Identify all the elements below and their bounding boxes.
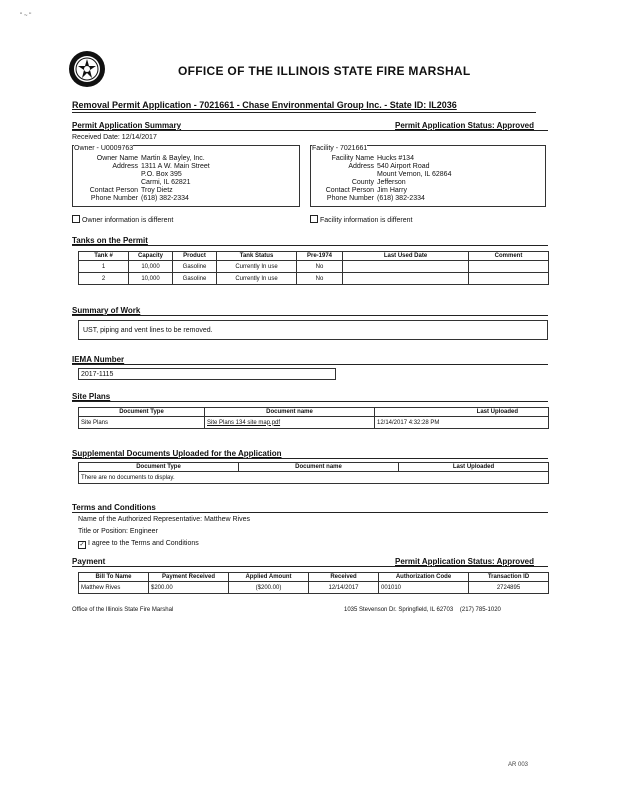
facility-address-line1: 540 Airport Road: [377, 163, 430, 170]
iema-heading: IEMA Number: [72, 355, 125, 364]
terms-heading: Terms and Conditions: [72, 503, 156, 512]
terms-agree-label: I agree to the Terms and Conditions: [88, 540, 199, 547]
tank-pre1974: No: [297, 273, 343, 285]
facility-different-label: Facility information is different: [320, 217, 413, 224]
terms-title-label: Title or Position:: [78, 528, 128, 535]
tank-product: Gasoline: [173, 273, 217, 285]
owner-phone-label: Phone Number: [90, 195, 138, 202]
pay-col-bill-to: Bill To Name: [79, 573, 149, 582]
supplemental-heading: Supplemental Documents Uploaded for the Application: [72, 449, 282, 458]
owner-address-line3: Carmi, IL 62821: [141, 179, 191, 186]
payment-status: Permit Application Status: Approved: [395, 557, 534, 566]
terms-title-value: Engineer: [129, 528, 158, 535]
facility-name: Hucks #134: [377, 155, 414, 162]
tank-product: Gasoline: [173, 261, 217, 273]
tank-number: 2: [79, 273, 129, 285]
pay-transaction-id: 2724895: [469, 582, 549, 594]
site-plans-table: [78, 407, 549, 429]
owner-different-label: Owner information is different: [82, 217, 174, 224]
site-plans-heading: Site Plans: [72, 392, 111, 401]
owner-phone: (618) 382-2334: [141, 195, 189, 202]
footer-right: 1035 Stevenson Dr. Springfield, IL 62703 (217) 785-1020: [344, 607, 501, 613]
tank-number: 1: [79, 261, 129, 273]
facility-phone: (618) 382-2334: [377, 195, 425, 202]
terms-rep-name: Matthew Rives: [204, 516, 250, 523]
site-col-name: Document name: [205, 408, 375, 417]
supp-col-name: Document name: [239, 463, 399, 472]
supplemental-table: [78, 462, 549, 484]
supp-col-uploaded: Last Uploaded: [399, 463, 549, 472]
footer-left: Office of the Illinois State Fire Marshal: [72, 607, 174, 613]
supp-empty-message: There are no documents to display.: [79, 472, 549, 484]
owner-different-checkbox[interactable]: [72, 215, 173, 225]
table-row: [79, 417, 549, 429]
tanks-col-comment: Comment: [469, 252, 549, 261]
table-row: [79, 273, 549, 285]
scan-marks: '' ~ '': [20, 13, 32, 19]
pay-col-received-amt: Payment Received: [149, 573, 229, 582]
facility-county-label: County: [351, 179, 374, 186]
pay-col-transaction: Transaction ID: [469, 573, 549, 582]
owner-contact: Troy Dietz: [141, 187, 173, 194]
terms-title-row: [78, 528, 158, 536]
tanks-col-status: Tank Status: [217, 252, 297, 261]
owner-contact-label: Contact Person: [89, 187, 138, 194]
tank-status: Currently In use: [217, 261, 297, 273]
received-date: Received Date: 12/14/2017: [72, 134, 157, 141]
facility-info: [322, 155, 451, 203]
iema-value: 2017-1115: [81, 371, 114, 378]
checkbox-icon[interactable]: [310, 215, 318, 223]
owner-name: Martin & Bayley, Inc.: [141, 155, 205, 162]
site-col-type: Document Type: [79, 408, 205, 417]
owner-info: [76, 155, 210, 203]
terms-agree-checkbox[interactable]: [78, 540, 199, 549]
tanks-col-last-used: Last Used Date: [343, 252, 469, 261]
tank-last-used: [343, 273, 469, 285]
pay-col-applied: Applied Amount: [229, 573, 309, 582]
tank-capacity: 10,000: [129, 261, 173, 273]
checkbox-icon[interactable]: [72, 215, 80, 223]
site-doc-uploaded: 12/14/2017 4:32:28 PM: [375, 417, 549, 429]
terms-rep-row: [78, 516, 250, 524]
facility-address-line2: Mount Vernon, IL 62864: [377, 171, 452, 178]
work-textbox[interactable]: [78, 320, 548, 340]
pay-col-auth: Authorization Code: [379, 573, 469, 582]
payment-table: [78, 572, 549, 594]
owner-address-line2: P.O. Box 395: [141, 171, 182, 178]
tank-comment: [469, 273, 549, 285]
facility-contact-label: Contact Person: [325, 187, 374, 194]
tanks-col-product: Product: [173, 252, 217, 261]
pay-received-amt: $200.00: [149, 582, 229, 594]
summary-heading: Permit Application Summary: [72, 121, 182, 130]
owner-name-label: Owner Name: [96, 155, 138, 162]
facility-different-checkbox[interactable]: [310, 215, 412, 225]
iema-field[interactable]: [78, 368, 336, 380]
work-text: UST, piping and vent lines to be removed.: [83, 327, 213, 334]
tank-pre1974: No: [297, 261, 343, 273]
tank-comment: [469, 261, 549, 273]
application-line: Removal Permit Application - 7021661 - Chase Environmental Group Inc. - State ID: IL2036: [72, 100, 457, 110]
tank-last-used: [343, 261, 469, 273]
pay-received-date: 12/14/2017: [309, 582, 379, 594]
site-doc-type: Site Plans: [79, 417, 205, 429]
table-row: [79, 261, 549, 273]
table-row: [79, 582, 549, 594]
summary-status: Permit Application Status: Approved: [395, 121, 534, 130]
page-title: OFFICE OF THE ILLINOIS STATE FIRE MARSHAL: [178, 64, 471, 78]
pay-applied: ($200.00): [229, 582, 309, 594]
tanks-col-capacity: Capacity: [129, 252, 173, 261]
facility-contact: Jim Harry: [377, 187, 407, 194]
payment-heading: Payment: [72, 557, 106, 566]
supp-col-type: Document Type: [79, 463, 239, 472]
facility-phone-label: Phone Number: [326, 195, 374, 202]
page-stamp: AR 003: [508, 762, 529, 768]
fire-marshal-seal-icon: [68, 50, 106, 88]
tanks-col-pre1974: Pre-1974: [297, 252, 343, 261]
tank-status: Currently In use: [217, 273, 297, 285]
tank-capacity: 10,000: [129, 273, 173, 285]
facility-county: Jefferson: [377, 179, 406, 186]
tanks-heading: Tanks on the Permit: [72, 236, 148, 245]
terms-rep-label: Name of the Authorized Representative:: [78, 516, 203, 523]
owner-address-line1: 1311 A W. Main Street: [141, 163, 210, 170]
facility-box-label: Facility - 7021661: [312, 145, 368, 152]
site-doc-link[interactable]: Site Plans 134 site map.pdf: [205, 417, 375, 429]
pay-col-received: Received: [309, 573, 379, 582]
checkmark-icon[interactable]: ✓: [79, 542, 85, 548]
pay-auth-code: 001010: [379, 582, 469, 594]
owner-address-label: Address: [112, 163, 138, 170]
owner-box-label: Owner - U0009763: [74, 145, 134, 152]
tanks-table: [78, 251, 549, 285]
pay-bill-to: Matthew Rives: [79, 582, 149, 594]
tanks-col-tank: Tank #: [79, 252, 129, 261]
work-heading: Summary of Work: [72, 306, 141, 315]
facility-name-label: Facility Name: [331, 155, 374, 162]
facility-address-label: Address: [348, 163, 374, 170]
site-col-uploaded: Last Uploaded: [375, 408, 549, 417]
